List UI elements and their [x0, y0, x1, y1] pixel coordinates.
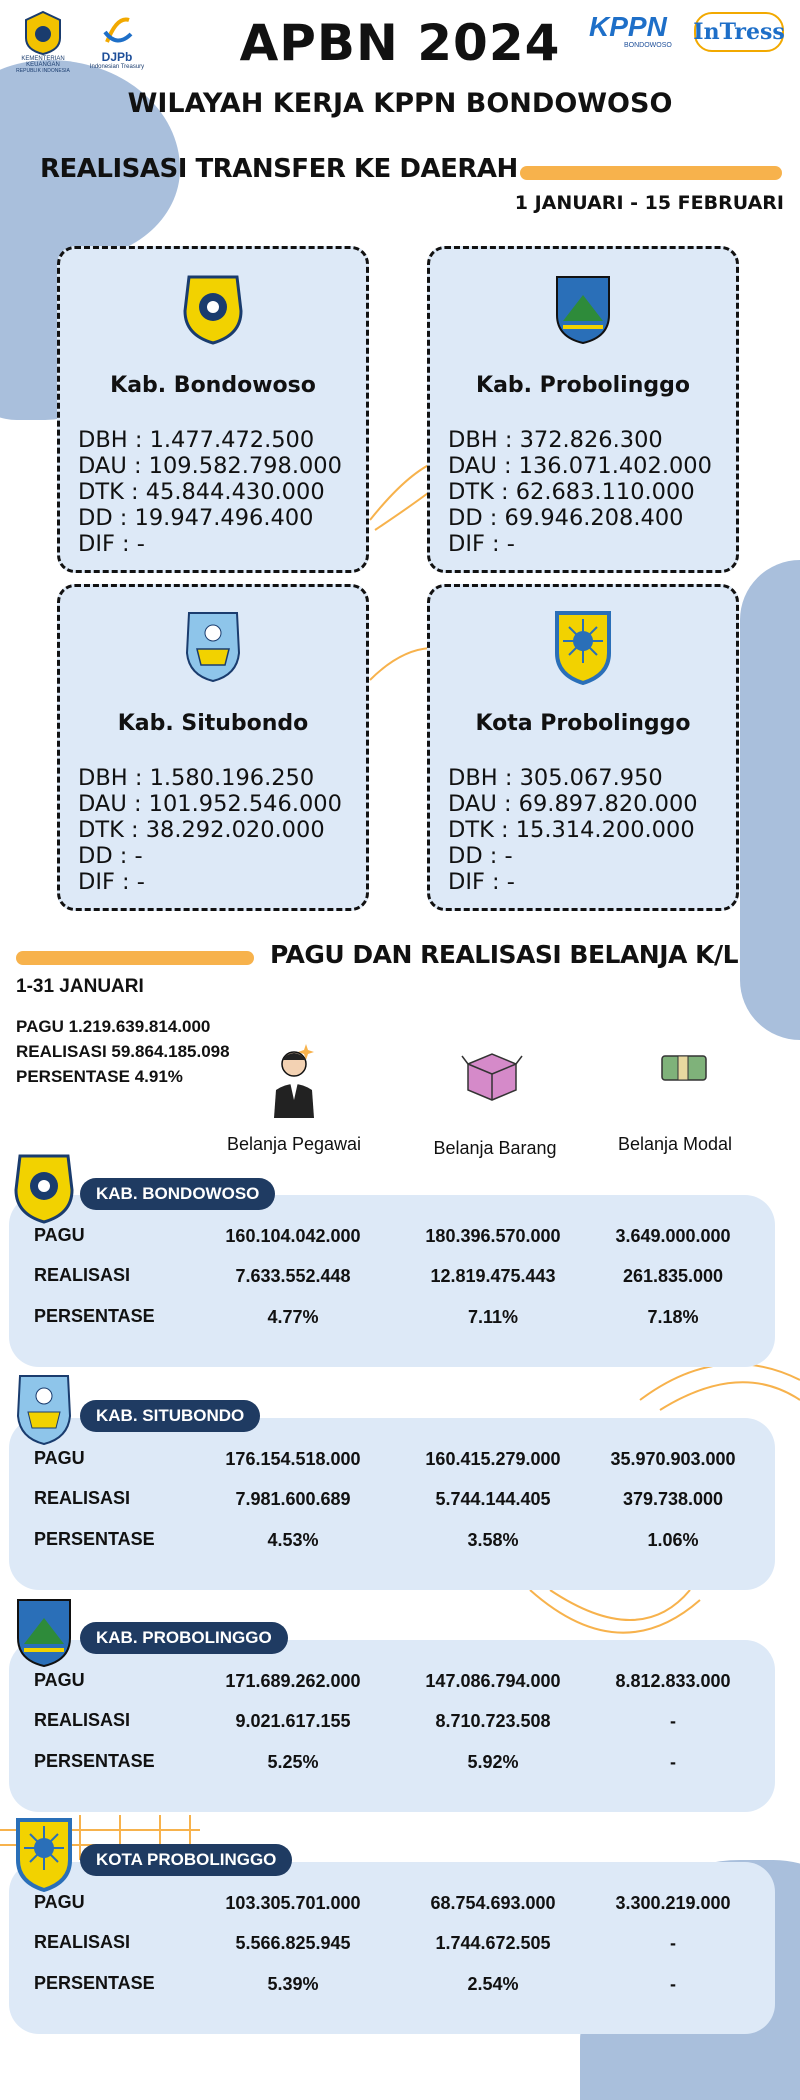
cell-pagu-barang: 180.396.570.000: [425, 1226, 561, 1246]
row-label-realisasi: REALISASI: [34, 1710, 131, 1730]
region-dd: DD : -: [448, 843, 513, 869]
row-label-pagu: PAGU: [34, 1892, 85, 1912]
region-dtk: DTK : 38.292.020.000: [78, 817, 325, 843]
row-label-pagu: PAGU: [34, 1225, 85, 1245]
region-card-bondowoso: [57, 246, 369, 573]
situbondo-emblem-icon: [181, 609, 245, 685]
kppn-label: KPPN: [589, 11, 667, 42]
situbondo-emblem-icon: [12, 1372, 76, 1448]
region-dbh: DBH : 1.580.196.250: [78, 765, 315, 791]
cell-pagu-barang: 68.754.693.000: [430, 1893, 556, 1913]
section-accent-bar: [520, 166, 782, 180]
cell-realisasi-pegawai: 7.633.552.448: [235, 1266, 351, 1286]
cell-persentase-pegawai: 4.77%: [267, 1307, 319, 1327]
cell-realisasi-pegawai: 5.566.825.945: [235, 1933, 351, 1953]
kota-probolinggo-emblem-icon: [551, 609, 615, 685]
region-name: Kab. Probolinggo: [476, 373, 690, 398]
unit-name-pill: KAB. PROBOLINGGO: [80, 1622, 288, 1654]
region-dif: DIF : -: [448, 531, 515, 557]
region-card-kab-probolinggo: [427, 246, 739, 573]
unit-name-pill: KAB. BONDOWOSO: [80, 1178, 275, 1210]
cell-pagu-pegawai: 103.305.701.000: [225, 1893, 361, 1913]
kota-probolinggo-emblem-icon: [12, 1816, 76, 1892]
unit-name-pill: KOTA PROBOLINGGO: [80, 1844, 292, 1876]
unit-name-pill: KAB. SITUBONDO: [80, 1400, 260, 1432]
transfer-period: 1 JANUARI - 15 FEBRUARI: [514, 192, 784, 214]
cell-realisasi-barang: 12.819.475.443: [430, 1266, 556, 1286]
box-icon: [460, 1046, 524, 1102]
region-name: Kota Probolinggo: [475, 711, 691, 736]
employee-icon: [262, 1040, 326, 1120]
cell-realisasi-modal: 261.835.000: [622, 1266, 724, 1286]
cell-pagu-pegawai: 160.104.042.000: [225, 1226, 361, 1246]
cell-persentase-modal: 1.06%: [647, 1530, 699, 1550]
summary-persentase: PERSENTASE 4.91%: [16, 1067, 183, 1086]
cell-pagu-modal: 3.300.219.000: [615, 1893, 731, 1913]
row-label-persentase: PERSENTASE: [34, 1306, 155, 1326]
region-name: Kab. Bondowoso: [110, 373, 316, 398]
cell-persentase-modal: -: [670, 1752, 676, 1772]
region-dbh: DBH : 372.826.300: [448, 427, 663, 453]
cell-realisasi-barang: 5.744.144.405: [435, 1489, 551, 1509]
region-name: Kab. Situbondo: [117, 711, 309, 736]
cell-realisasi-modal: -: [670, 1711, 676, 1731]
belanja-period: 1-31 JANUARI: [16, 976, 144, 997]
kemenkeu-label: KEMENTERIAN KEUANGAN: [21, 56, 65, 68]
cell-persentase-barang: 3.58%: [467, 1530, 519, 1550]
cell-pagu-modal: 3.649.000.000: [615, 1226, 731, 1246]
category-label-modal: Belanja Modal: [617, 1134, 733, 1154]
region-dau: DAU : 109.582.798.000: [78, 453, 342, 479]
region-dbh: DBH : 305.067.950: [448, 765, 663, 791]
cell-persentase-barang: 5.92%: [467, 1752, 519, 1772]
region-dtk: DTK : 45.844.430.000: [78, 479, 325, 505]
row-label-pagu: PAGU: [34, 1670, 85, 1690]
cell-realisasi-pegawai: 9.021.617.155: [235, 1711, 351, 1731]
region-dif: DIF : -: [78, 869, 145, 895]
bondowoso-emblem-icon: [181, 271, 245, 347]
row-label-persentase: PERSENTASE: [34, 1751, 155, 1771]
cell-persentase-modal: -: [670, 1974, 676, 1994]
category-label-barang: Belanja Barang: [433, 1138, 557, 1158]
page-title: APBN 2024: [239, 14, 561, 72]
cell-persentase-barang: 7.11%: [467, 1307, 519, 1327]
intress-label: InTress: [693, 19, 785, 45]
cell-persentase-modal: 7.18%: [647, 1307, 699, 1327]
cell-pagu-modal: 35.970.903.000: [610, 1449, 736, 1469]
category-label-pegawai: Belanja Pegawai: [226, 1134, 362, 1154]
region-dd: DD : 69.946.208.400: [448, 505, 684, 531]
cell-persentase-barang: 2.54%: [467, 1974, 519, 1994]
region-dau: DAU : 136.071.402.000: [448, 453, 712, 479]
cell-pagu-barang: 160.415.279.000: [425, 1449, 561, 1469]
region-card-situbondo: [57, 584, 369, 911]
money-icon: [656, 1048, 712, 1088]
djpb-label: DJPb: [101, 50, 133, 64]
kab-probolinggo-emblem-icon: [551, 271, 615, 347]
row-label-realisasi: REALISASI: [34, 1488, 131, 1508]
row-label-realisasi: REALISASI: [34, 1932, 131, 1952]
cell-pagu-barang: 147.086.794.000: [425, 1671, 561, 1691]
djpb-sublabel: Indonesian Treasury: [89, 64, 145, 70]
cell-realisasi-modal: 379.738.000: [622, 1489, 724, 1509]
region-dd: DD : -: [78, 843, 143, 869]
cell-realisasi-modal: -: [670, 1933, 676, 1953]
region-dtk: DTK : 62.683.110.000: [448, 479, 695, 505]
cell-realisasi-pegawai: 7.981.600.689: [235, 1489, 351, 1509]
row-label-persentase: PERSENTASE: [34, 1973, 155, 1993]
belanja-section-title: PAGU DAN REALISASI BELANJA K/L: [270, 940, 739, 969]
summary-realisasi: REALISASI 59.864.185.098: [16, 1042, 230, 1061]
belanja-summary: [16, 1014, 230, 1089]
bondowoso-emblem-icon: [12, 1150, 76, 1226]
kab-probolinggo-emblem-icon: [12, 1594, 76, 1670]
cell-pagu-pegawai: 176.154.518.000: [225, 1449, 361, 1469]
section-accent-bar: [16, 951, 254, 965]
kppn-sublabel: BONDOWOSO: [624, 42, 672, 49]
region-card-kota-probolinggo: [427, 584, 739, 911]
region-dif: DIF : -: [448, 869, 515, 895]
region-dtk: DTK : 15.314.200.000: [448, 817, 695, 843]
cell-persentase-pegawai: 4.53%: [267, 1530, 319, 1550]
region-dbh: DBH : 1.477.472.500: [78, 427, 315, 453]
region-dd: DD : 19.947.496.400: [78, 505, 314, 531]
row-label-realisasi: REALISASI: [34, 1265, 131, 1285]
cell-persentase-pegawai: 5.39%: [267, 1974, 319, 1994]
cell-realisasi-barang: 8.710.723.508: [435, 1711, 551, 1731]
cell-realisasi-barang: 1.744.672.505: [435, 1933, 551, 1953]
region-dau: DAU : 101.952.546.000: [78, 791, 342, 817]
transfer-section-title: REALISASI TRANSFER KE DAERAH: [40, 154, 518, 184]
summary-pagu: PAGU 1.219.639.814.000: [16, 1017, 211, 1036]
cell-persentase-pegawai: 5.25%: [267, 1752, 319, 1772]
region-dau: DAU : 69.897.820.000: [448, 791, 698, 817]
row-label-persentase: PERSENTASE: [34, 1529, 155, 1549]
cell-pagu-modal: 8.812.833.000: [615, 1671, 731, 1691]
kemenkeu-sublabel: REPUBLIK INDONESIA: [16, 68, 70, 74]
row-label-pagu: PAGU: [34, 1448, 85, 1468]
page-subtitle: WILAYAH KERJA KPPN BONDOWOSO: [127, 88, 673, 119]
cell-pagu-pegawai: 171.689.262.000: [225, 1671, 361, 1691]
region-dif: DIF : -: [78, 531, 145, 557]
